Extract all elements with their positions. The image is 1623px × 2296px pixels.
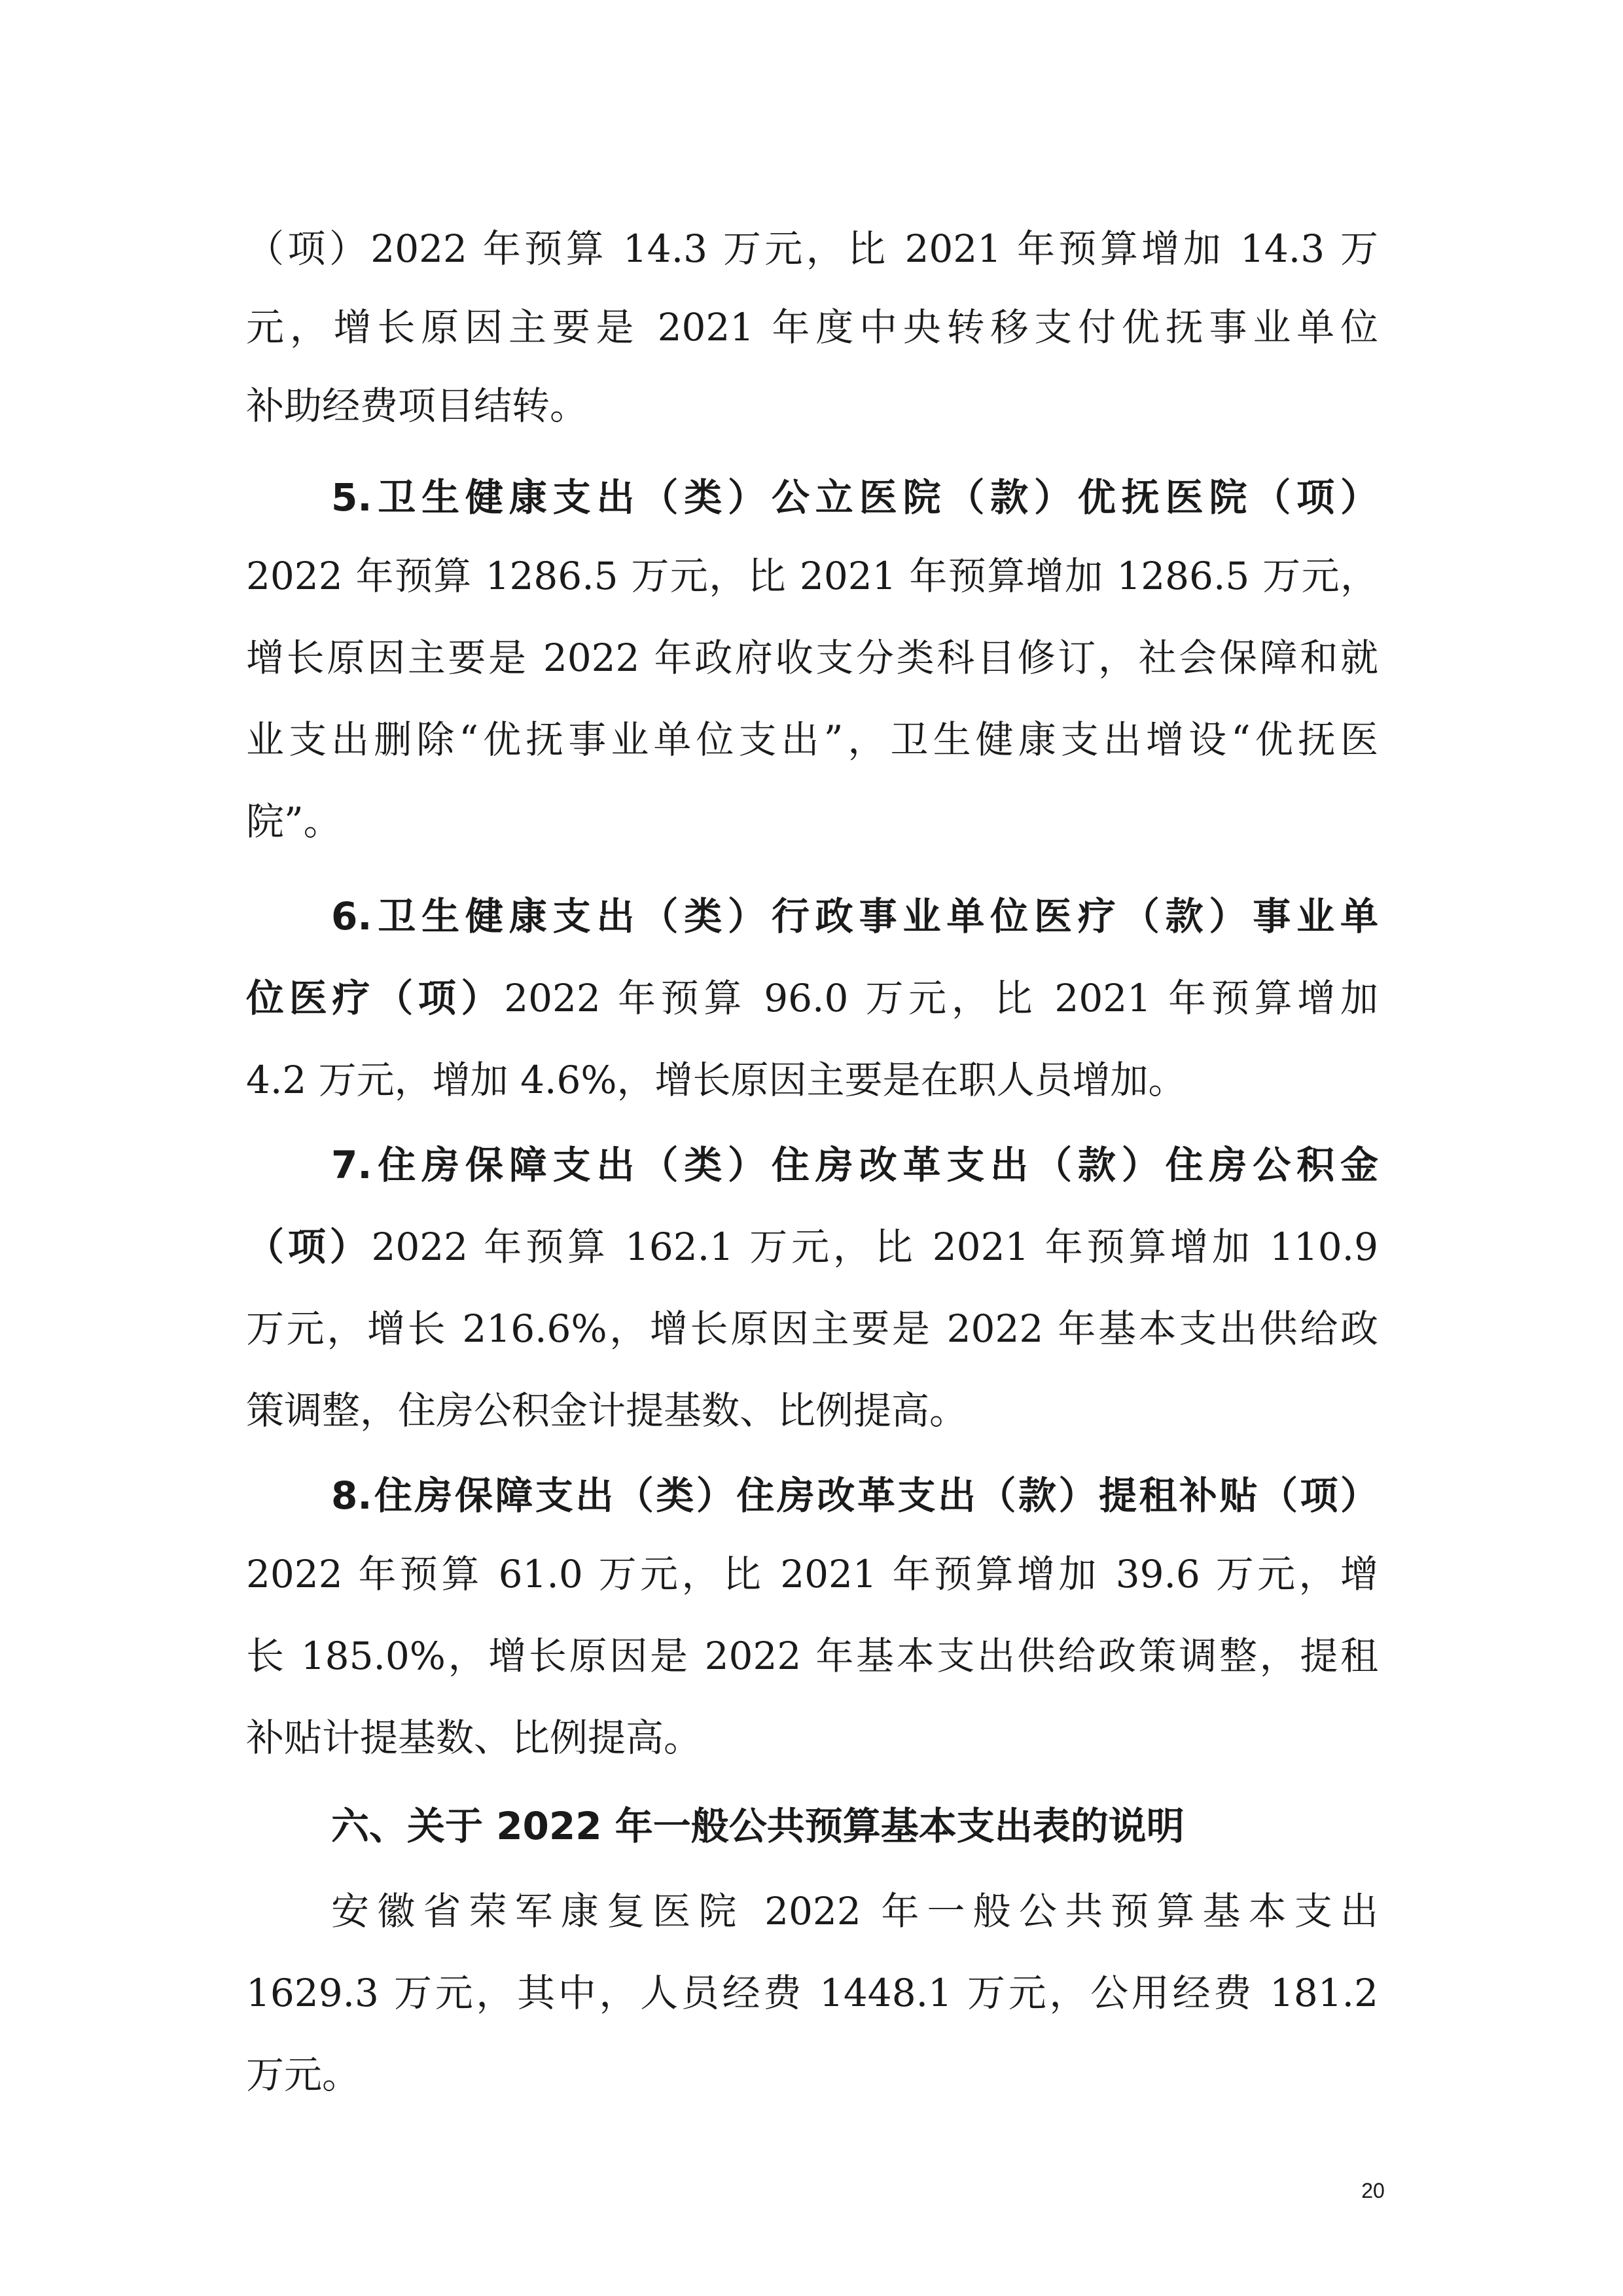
paragraph-line: 补助经费项目结转。 — [246, 384, 588, 428]
paragraph-line: 院”。 — [246, 799, 342, 844]
paragraph-line: 4.2 万元，增加 4.6%，增长原因主要是在职人员增加。 — [246, 1058, 1186, 1102]
section-heading-6-continued: 位医疗（项） — [246, 976, 505, 1020]
section-heading-7: 7.住房保障支出（类）住房改革支出（款）住房公积金 — [331, 1143, 1378, 1187]
paragraph-line: 增长原因主要是 2022 年政府收支分类科目修订，社会保障和就 — [246, 636, 1378, 680]
section-heading-5: 5.卫生健康支出（类）公立医院（款）优抚医院（项） — [331, 475, 1378, 520]
section-heading-six: 六、关于 2022 年一般公共预算基本支出表的说明 — [331, 1804, 1185, 1848]
paragraph-line: 万元。 — [246, 2053, 361, 2097]
page-number: 20 — [1361, 2179, 1385, 2202]
paragraph-line: 策调整，住房公积金计提基数、比例提高。 — [246, 1388, 968, 1433]
paragraph-line: 2022 年预算 1286.5 万元，比 2021 年预算增加 1286.5 万元， — [246, 554, 1378, 598]
paragraph-line — [246, 1208, 1378, 1286]
paragraph-text: 2022 年预算 96.0 万元，比 2021 年预算增加 — [504, 976, 1378, 1020]
paragraph-line: 业支出删除“优抚事业单位支出”，卫生健康支出增设“优抚医 — [246, 717, 1378, 762]
paragraph-text: 2022 年预算 162.1 万元，比 2021 年预算增加 110.9 — [371, 1225, 1378, 1269]
section-heading-7-continued: （项） — [246, 1225, 372, 1269]
paragraph-line: 安徽省荣军康复医院 2022 年一般公共预算基本支出 — [331, 1889, 1378, 1933]
paragraph-line: 长 185.0%，增长原因是 2022 年基本支出供给政策调整，提租 — [246, 1634, 1378, 1678]
paragraph-line: 补贴计提基数、比例提高。 — [246, 1715, 702, 1760]
section-heading-8: 8.住房保障支出（类）住房改革支出（款）提租补贴（项） — [331, 1473, 1378, 1518]
paragraph-line: 万元，增长 216.6%，增长原因主要是 2022 年基本支出供给政 — [246, 1306, 1378, 1351]
paragraph-line: （项）2022 年预算 14.3 万元，比 2021 年预算增加 14.3 万 — [246, 226, 1378, 271]
section-heading-6: 6.卫生健康支出（类）行政事业单位医疗（款）事业单 — [331, 894, 1378, 939]
paragraph-line: 1629.3 万元，其中，人员经费 1448.1 万元，公用经费 181.2 — [246, 1971, 1378, 2015]
paragraph-line: 元，增长原因主要是 2021 年度中央转移支付优抚事业单位 — [246, 305, 1378, 350]
paragraph-line: 2022 年预算 61.0 万元，比 2021 年预算增加 39.6 万元，增 — [246, 1552, 1378, 1596]
paragraph-line — [246, 959, 1378, 1037]
